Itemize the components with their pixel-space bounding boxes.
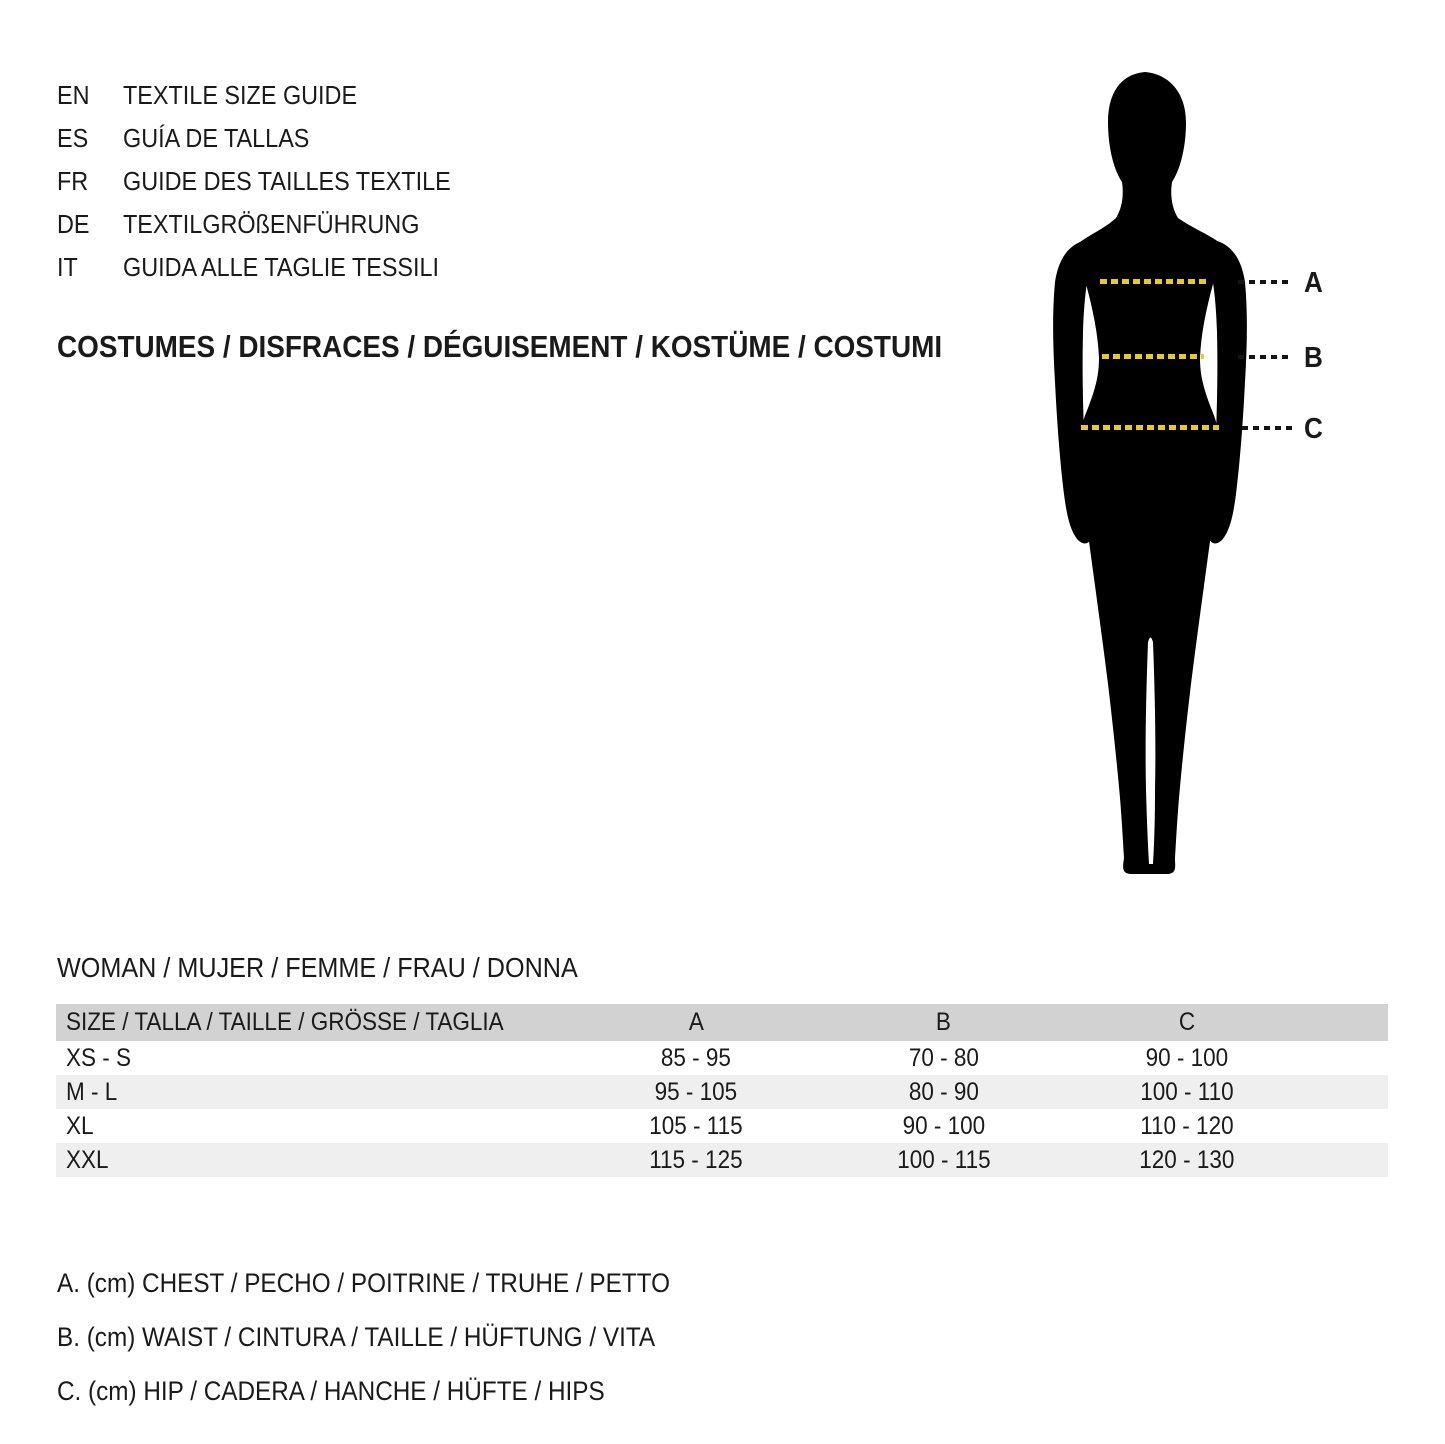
language-code: FR <box>57 166 89 196</box>
language-title: TEXTILE SIZE GUIDE <box>123 80 358 110</box>
header-cell-c: C <box>1178 1008 1196 1036</box>
chest-cell: 85 - 95 <box>660 1043 732 1072</box>
hip-cell: 90 - 100 <box>1145 1043 1229 1072</box>
legend-note-chest: A. (cm) CHEST / PECHO / POITRINE / TRUHE / PETTO <box>57 1267 670 1298</box>
header-cell-b: B <box>935 1008 952 1036</box>
header-cell-a: A <box>688 1008 704 1036</box>
waist-cell: 90 - 100 <box>902 1111 985 1140</box>
chest-cell: 95 - 105 <box>654 1077 738 1106</box>
language-title: GUIDE DES TAILLES TEXTILE <box>123 166 451 196</box>
legend-note-waist: B. (cm) WAIST / CINTURA / TAILLE / HÜFTUNG / VITA <box>57 1321 656 1352</box>
category-title: COSTUMES / DISFRACES / DÉGUISEMENT / KOSTÜME / COSTUMI <box>57 329 943 364</box>
legend-note-hip: C. (cm) HIP / CADERA / HANCHE / HÜFTE / HIPS <box>57 1375 605 1406</box>
table-section-title: WOMAN / MUJER / FEMME / FRAU / DONNA <box>57 952 578 983</box>
language-row-es <box>57 117 487 160</box>
measure-label-a: A <box>1304 267 1323 299</box>
size-cell: XS - S <box>66 1043 132 1072</box>
language-row-en <box>57 74 487 117</box>
waist-cell: 70 - 80 <box>908 1043 979 1072</box>
waist-line-body-dashes <box>1102 354 1204 359</box>
language-row-it <box>57 246 487 289</box>
language-row-fr <box>57 160 487 203</box>
language-row-de <box>57 203 487 246</box>
hip-line-body-dashes <box>1081 425 1219 430</box>
language-code: IT <box>57 252 78 282</box>
size-table <box>56 1004 1388 1177</box>
table-row <box>56 1075 1388 1109</box>
language-code: DE <box>57 209 90 239</box>
measurement-figure <box>1050 70 1250 880</box>
language-title: GUIDA ALLE TAGLIE TESSILI <box>123 252 440 282</box>
hip-cell: 110 - 120 <box>1140 1111 1234 1140</box>
table-row <box>56 1109 1388 1143</box>
measure-label-b: B <box>1304 342 1323 374</box>
table-header-row <box>56 1004 1388 1041</box>
waist-line-callout-dashes <box>1238 355 1292 359</box>
waist-cell: 100 - 115 <box>896 1145 991 1174</box>
size-cell: XL <box>66 1111 94 1140</box>
table-row <box>56 1143 1388 1177</box>
chest-line-callout-dashes <box>1238 280 1292 284</box>
chest-cell: 115 - 125 <box>649 1145 743 1174</box>
size-cell: XXL <box>66 1145 109 1174</box>
table-row <box>56 1041 1388 1075</box>
chest-cell: 105 - 115 <box>649 1111 743 1140</box>
woman-silhouette <box>1050 70 1250 880</box>
chest-line-body-dashes <box>1100 279 1210 284</box>
language-title-list <box>57 74 487 289</box>
language-title: GUÍA DE TALLAS <box>123 123 310 153</box>
measurement-legend <box>57 1256 738 1418</box>
language-title: TEXTILGRÖßENFÜHRUNG <box>123 209 420 239</box>
measure-label-c: C <box>1304 413 1323 445</box>
hip-cell: 100 - 110 <box>1140 1077 1234 1106</box>
header-cell-size: SIZE / TALLA / TAILLE / GRÖSSE / TAGLIA <box>66 1008 504 1036</box>
size-cell: M - L <box>66 1077 118 1106</box>
language-code: ES <box>57 123 89 153</box>
hip-cell: 120 - 130 <box>1139 1145 1235 1174</box>
language-code: EN <box>57 80 90 110</box>
hip-line-callout-dashes <box>1242 426 1292 430</box>
waist-cell: 80 - 90 <box>908 1077 979 1106</box>
